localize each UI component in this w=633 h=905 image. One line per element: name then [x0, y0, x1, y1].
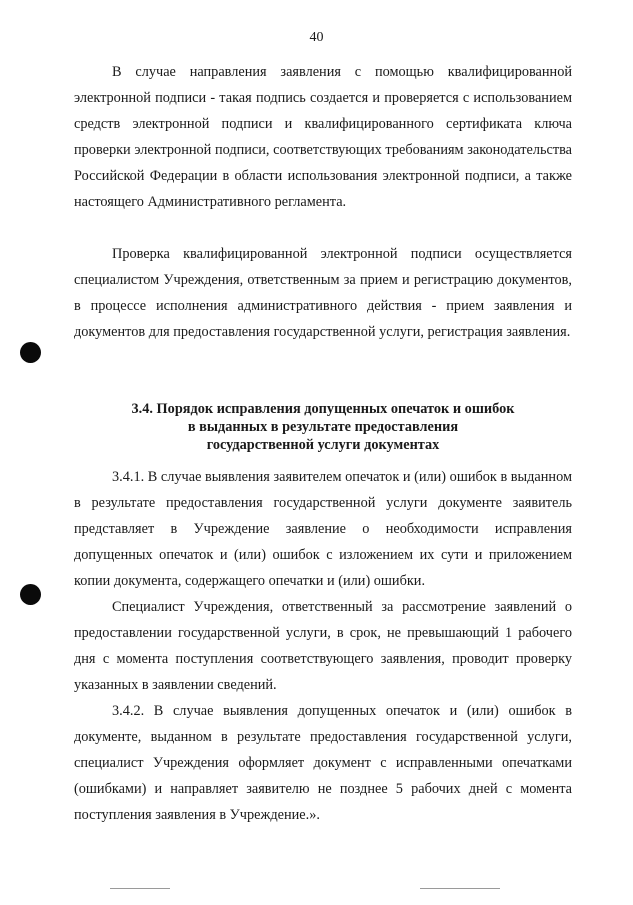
paragraph-electronic-signature: В случае направления заявления с помощью квалифицированной электронной подписи - такая подпись создается и проверяется с использованием средств электронной подписи и квалифицированного сертификата ключа проверки электронной подписи, соответствующих требованиям законодательства Российской Федерации в области использования электронной подписи, а также настоящего Административного регламента.: [74, 64, 572, 210]
page-number: 40: [309, 30, 324, 45]
scan-artifact-line: [420, 888, 500, 889]
punch-hole-top: [20, 342, 41, 363]
scan-artifact-line: [110, 888, 170, 889]
section-heading-line-1: 3.4. Порядок исправления допущенных опечаток и ошибок: [131, 401, 515, 417]
section-heading: [74, 400, 572, 454]
section-heading-line-2: в выданных в результате предоставления: [187, 419, 459, 435]
section-heading-line-3: государственной услуги документах: [206, 437, 440, 453]
paragraph-3-4-2: 3.4.2. В случае выявления допущенных опечаток и (или) ошибок в документе, выданном в результате предоставления государственной услуги, специалист Учреждения оформляет документ с исправленными опечатками (ошибками) и направляет заявителю не позднее 5 рабочих дней с момента поступления заявления в Учреждение.».: [74, 703, 572, 823]
paragraph-3-4-1: 3.4.1. В случае выявления заявителем опечаток и (или) ошибок в выданном в результате предоставления государственной услуги документе заявитель представляет в Учреждение заявление о необходимости исправления допущенных опечаток и (или) ошибок с изложением их сути и приложением копии документа, содержащего опечатки и (или) ошибки.: [74, 469, 572, 589]
paragraph-signature-verification: Проверка квалифицированной электронной подписи осуществляется специалистом Учреждения, ответственным за прием и регистрацию документов, в процессе исполнения административного действия - прием заявления и документов для предоставления государственной услуги, регистрация заявления.: [74, 246, 572, 340]
paragraph-specialist-review: Специалист Учреждения, ответственный за рассмотрение заявлений о предоставлении государственной услуги, в срок, не превышающий 1 рабочего дня с момента поступления соответствующего заявления, проводит проверку указанных в заявлении сведений.: [74, 599, 572, 693]
punch-hole-bottom: [20, 584, 41, 605]
